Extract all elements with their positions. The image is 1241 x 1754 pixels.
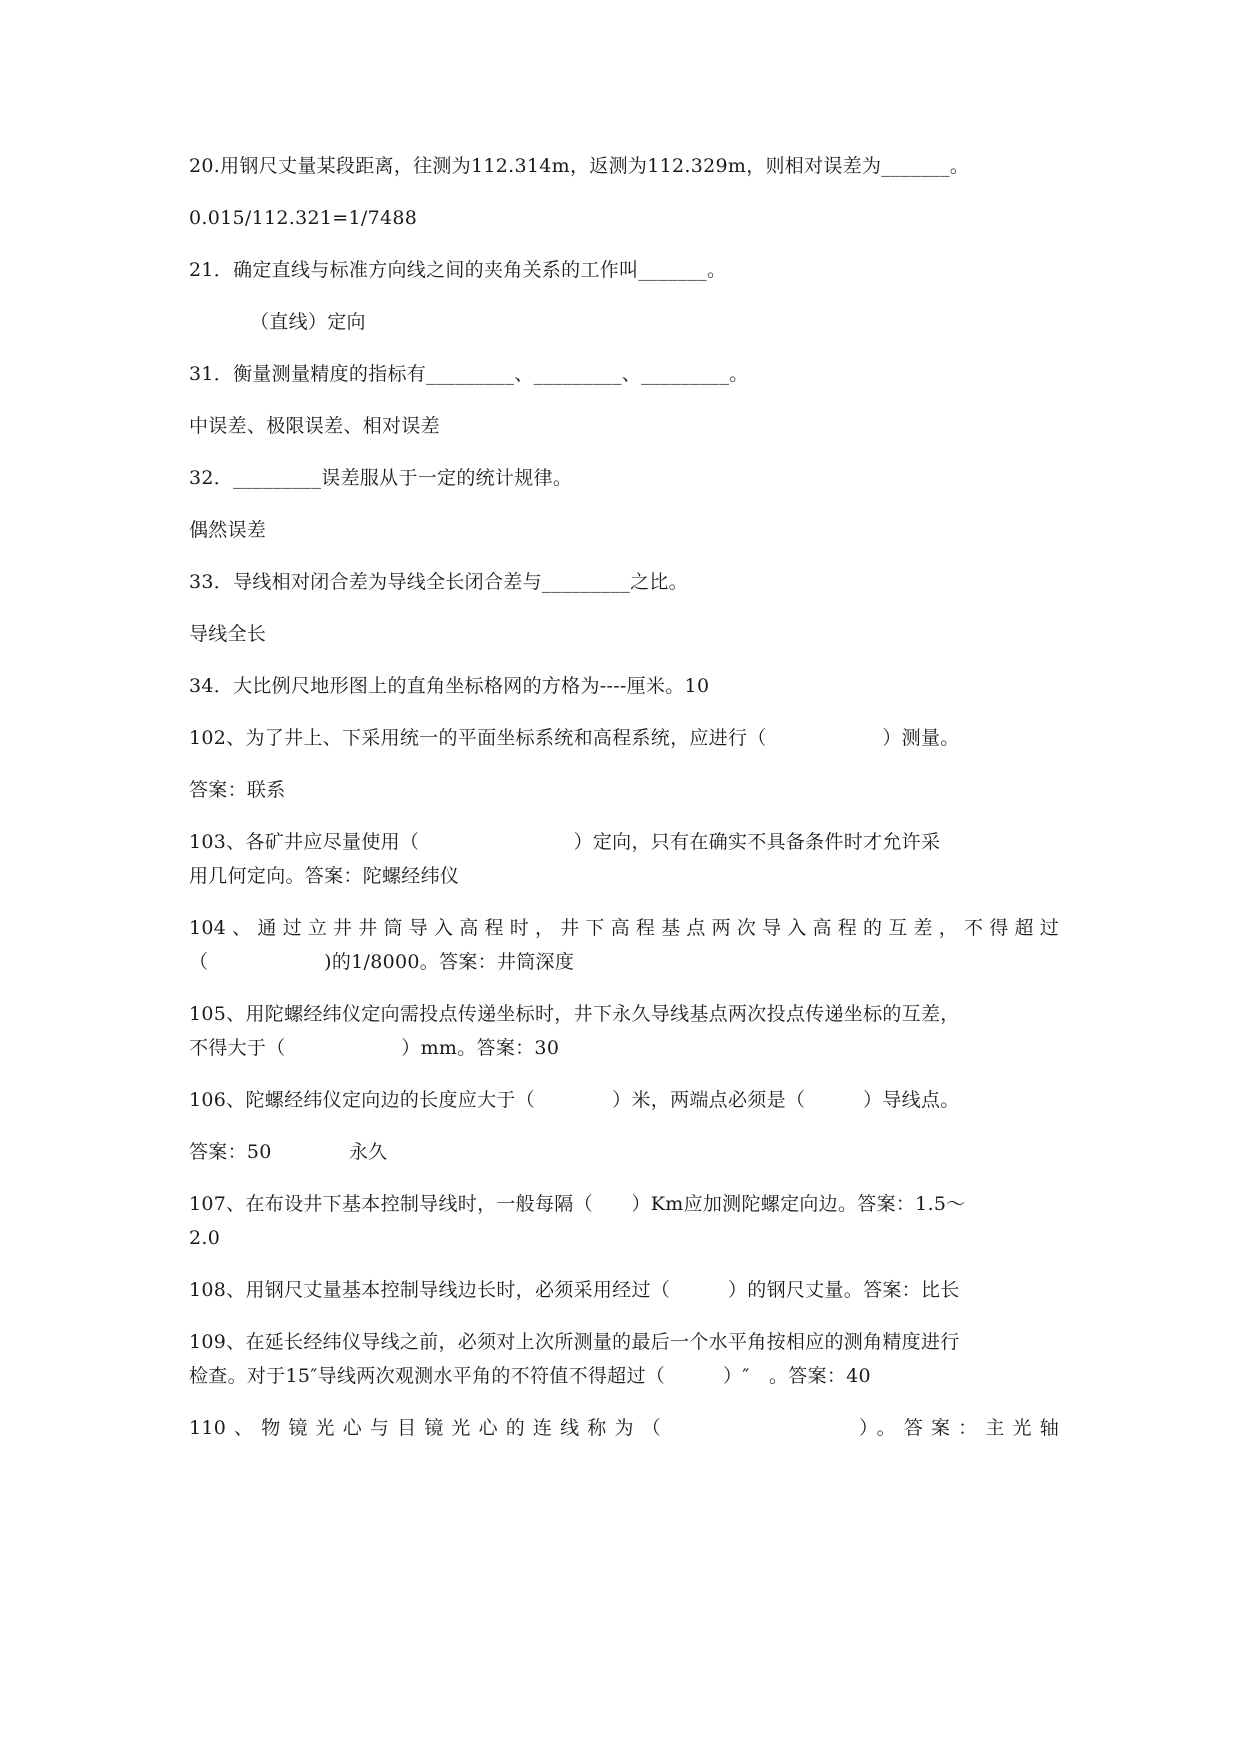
question-105-line-1: 105、用陀螺经纬仪定向需投点传递坐标时，井下永久导线基点两次投点传递坐标的互差， [189, 1003, 960, 1025]
question-31: 31．衡量测量精度的指标有_________、_________、_________。 [189, 363, 749, 385]
question-20: 20.用钢尺丈量某段距离，往测为112.314m，返测为112.329m，则相对误差为_______。 [189, 155, 970, 177]
question-103-line-1: 103、各矿井应尽量使用（ ）定向，只有在确实不具备条件时才允许采 [189, 831, 941, 853]
question-105-line-2: 不得大于（ ）mm。答案：30 [189, 1037, 560, 1059]
question-103-line-2: 用几何定向。答案：陀螺经纬仪 [189, 865, 460, 887]
question-21: 21．确定直线与标准方向线之间的夹角关系的工作叫_______。 [189, 259, 727, 281]
question-107-line-2: 2.0 [189, 1227, 221, 1249]
answer-21: （直线）定向 [250, 311, 366, 333]
answer-20: 0.015/112.321=1/7488 [189, 207, 418, 229]
answer-106: 答案：50 永久 [189, 1141, 388, 1163]
question-107-line-1: 107、在布设井下基本控制导线时，一般每隔（ ）Km应加测陀螺定向边。答案：1.5～ [189, 1193, 966, 1215]
answer-31: 中误差、极限误差、相对误差 [189, 415, 440, 437]
question-108: 108、用钢尺丈量基本控制导线边长时，必须采用经过（ ）的钢尺丈量。答案：比长 [189, 1279, 960, 1301]
question-106: 106、陀螺经纬仪定向边的长度应大于（ ）米，两端点必须是（ ）导线点。 [189, 1089, 960, 1111]
question-33: 33．导线相对闭合差为导线全长闭合差与_________之比。 [189, 571, 688, 593]
question-102: 102、为了井上、下采用统一的平面坐标系统和高程系统，应进行（ ）测量。 [189, 727, 960, 749]
question-104-line-1: 104、通过立井井筒导入高程时，井下高程基点两次导入高程的互差，不得超过 [189, 917, 1059, 939]
question-109-line-2: 检查。对于15″导线两次观测水平角的不符值不得超过（ ）″ 。答案：40 [189, 1365, 871, 1387]
answer-102: 答案：联系 [189, 779, 286, 801]
question-110: 110、物镜光心与目镜光心的连线称为（ ）。答案：主光轴 [189, 1417, 1059, 1439]
question-32: 32．_________误差服从于一定的统计规律。 [189, 467, 573, 489]
question-34: 34．大比例尺地形图上的直角坐标格网的方格为----厘米。10 [189, 675, 710, 697]
answer-32: 偶然误差 [189, 519, 267, 541]
question-104-line-2: （ )的1/8000。答案：井筒深度 [189, 951, 575, 973]
answer-33: 导线全长 [189, 623, 267, 645]
question-109-line-1: 109、在延长经纬仪导线之前，必须对上次所测量的最后一个水平角按相应的测角精度进行 [189, 1331, 960, 1353]
